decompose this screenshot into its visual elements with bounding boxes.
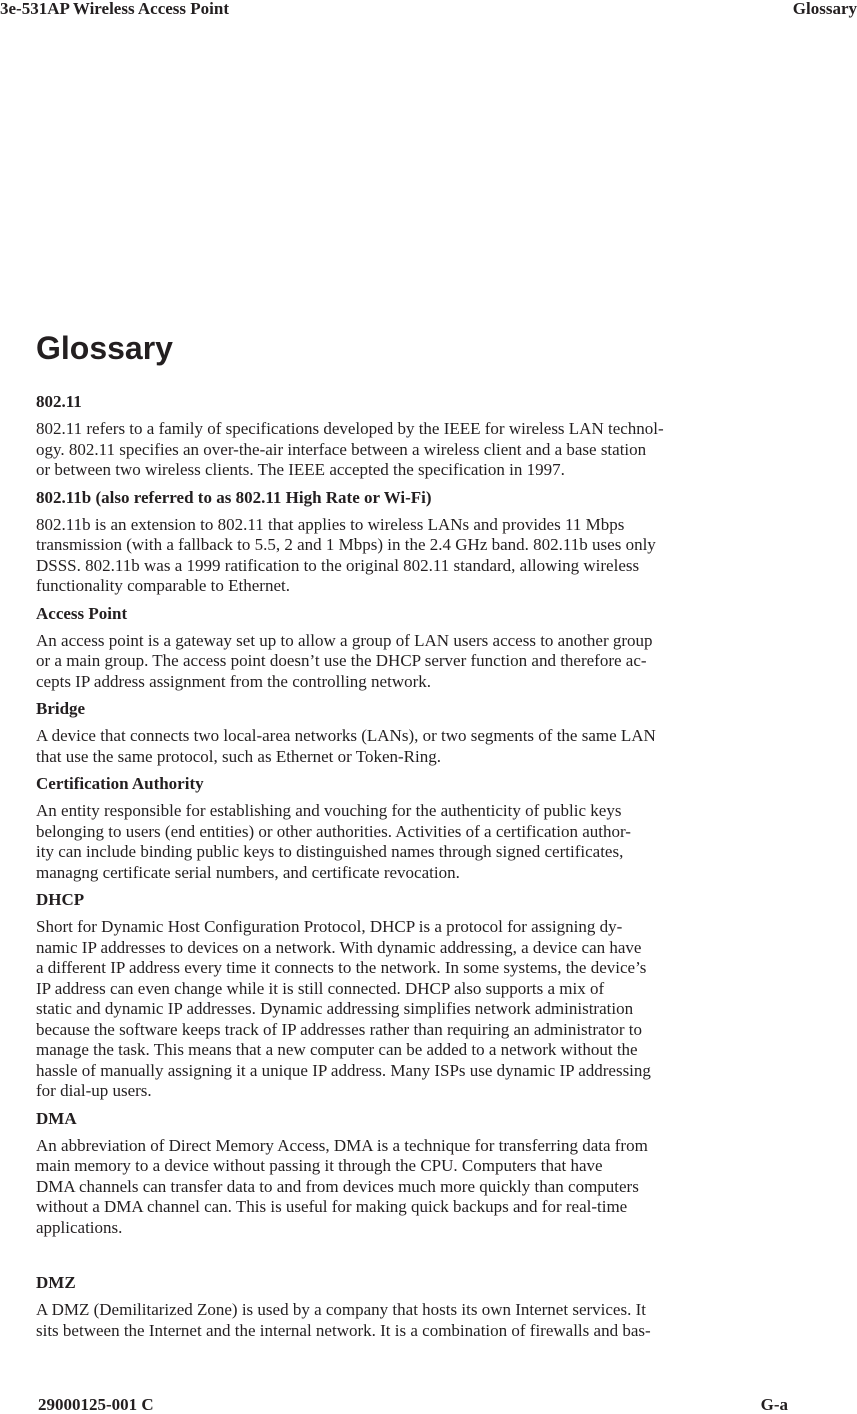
- glossary-entry-802-11: [36, 391, 760, 481]
- glossary-entry-bridge: [36, 698, 760, 767]
- page-number: G-a: [760, 1395, 788, 1414]
- definition-line: functionality comparable to Ethernet.: [36, 576, 290, 595]
- definition-line: without a DMA channel can. This is useful for making quick backups and for real-time: [36, 1197, 628, 1216]
- definition-line: 802.11 refers to a family of specifications developed by the IEEE for wireless LAN technol-: [36, 419, 664, 438]
- definition-line: An abbreviation of Direct Memory Access, DMA is a technique for transferring data from: [36, 1135, 648, 1155]
- glossary-term: DMZ: [36, 1273, 76, 1292]
- glossary-term: DMA: [36, 1108, 77, 1128]
- glossary-definition: [36, 419, 760, 481]
- definition-line: A DMZ (Demilitarized Zone) is used by a company that hosts its own Internet services. It: [36, 1300, 646, 1319]
- glossary-term: Access Point: [36, 603, 128, 623]
- definition-line: because the software keeps track of IP addresses rather than requiring an administrator to: [36, 1019, 642, 1039]
- definition-line: belonging to users (end entities) or other authorities. Activities of a certification author-: [36, 821, 631, 841]
- definition-line: namic IP addresses to devices on a network. With dynamic addressing, a device can have: [36, 937, 642, 957]
- glossary-entry-access-point: [36, 603, 760, 693]
- definition-line: for dial-up users.: [36, 1081, 152, 1100]
- glossary-definition: [36, 1300, 760, 1341]
- page-title: Glossary: [36, 330, 173, 366]
- definition-line: or a main group. The access point doesn’t use the DHCP server function and therefore ac-: [36, 651, 647, 670]
- definition-line: transmission (with a fallback to 5.5, 2 and 1 Mbps) in the 2.4 GHz band. 802.11b uses only: [36, 535, 656, 554]
- glossary-definition: [36, 917, 760, 1102]
- glossary-entry-802-11b: [36, 487, 760, 597]
- definition-line: main memory to a device without passing it through the CPU. Computers that have: [36, 1156, 603, 1175]
- definition-line: managng certificate serial numbers, and certificate revocation.: [36, 862, 460, 882]
- definition-line: An entity responsible for establishing and vouching for the authenticity of public keys: [36, 801, 622, 820]
- definition-line: Short for Dynamic Host Configuration Protocol, DHCP is a protocol for assigning dy-: [36, 917, 623, 936]
- definition-line: applications.: [36, 1217, 123, 1237]
- glossary-definition: [36, 1136, 760, 1239]
- glossary-definition: [36, 726, 760, 767]
- glossary-term: 802.11: [36, 392, 82, 411]
- definition-line: An access point is a gateway set up to allow a group of LAN users access to another group: [36, 630, 653, 650]
- definition-line: sits between the Internet and the internal network. It is a combination of firewalls and bas-: [36, 1320, 651, 1340]
- definition-line: static and dynamic IP addresses. Dynamic addressing simplifies network administration: [36, 999, 634, 1018]
- glossary-entry-dma: [36, 1108, 760, 1239]
- glossary-entries: [36, 391, 760, 1347]
- glossary-entry-certification-authority: [36, 773, 760, 883]
- definition-line: that use the same protocol, such as Ethernet or Token-Ring.: [36, 746, 441, 766]
- glossary-term: Bridge: [36, 699, 86, 718]
- definition-line: ity can include binding public keys to distinguished names through signed certificates,: [36, 842, 624, 861]
- glossary-entry-dhcp: [36, 889, 760, 1102]
- glossary-entry-dmz: [36, 1272, 760, 1341]
- definition-line: hassle of manually assigning it a unique IP address. Many ISPs use dynamic IP addressing: [36, 1060, 651, 1080]
- glossary-definition: [36, 801, 760, 883]
- running-header-title: 3e-531AP Wireless Access Point: [0, 0, 230, 18]
- definition-line: IP address can even change while it is still connected. DHCP also supports a mix of: [36, 978, 605, 998]
- definition-line: DMA channels can transfer data to and from devices much more quickly than computers: [36, 1176, 639, 1196]
- definition-line: manage the task. This means that a new computer can be added to a network without the: [36, 1040, 638, 1059]
- definition-line: cepts IP address assignment from the controlling network.: [36, 671, 432, 691]
- definition-line: DSSS. 802.11b was a 1999 ratification to the original 802.11 standard, allowing wireless: [36, 555, 640, 575]
- definition-line: 802.11b is an extension to 802.11 that applies to wireless LANs and provides 11 Mbps: [36, 514, 625, 534]
- definition-line: A device that connects two local-area networks (LANs), or two segments of the same LAN: [36, 726, 656, 745]
- glossary-definition: [36, 631, 760, 693]
- definition-line: a different IP address every time it connects to the network. In some systems, the device’s: [36, 958, 647, 977]
- definition-line: ogy. 802.11 specifies an over-the-air interface between a wireless client and a base station: [36, 439, 647, 459]
- glossary-term: DHCP: [36, 890, 85, 909]
- definition-line: or between two wireless clients. The IEEE accepted the specification in 1997.: [36, 460, 565, 479]
- running-header-section: Glossary: [792, 0, 857, 18]
- glossary-definition: [36, 515, 760, 597]
- glossary-term: Certification Authority: [36, 774, 204, 793]
- glossary-term: 802.11b (also referred to as 802.11 High Rate or Wi-Fi): [36, 487, 432, 507]
- document-number: 29000125-001 C: [38, 1395, 154, 1414]
